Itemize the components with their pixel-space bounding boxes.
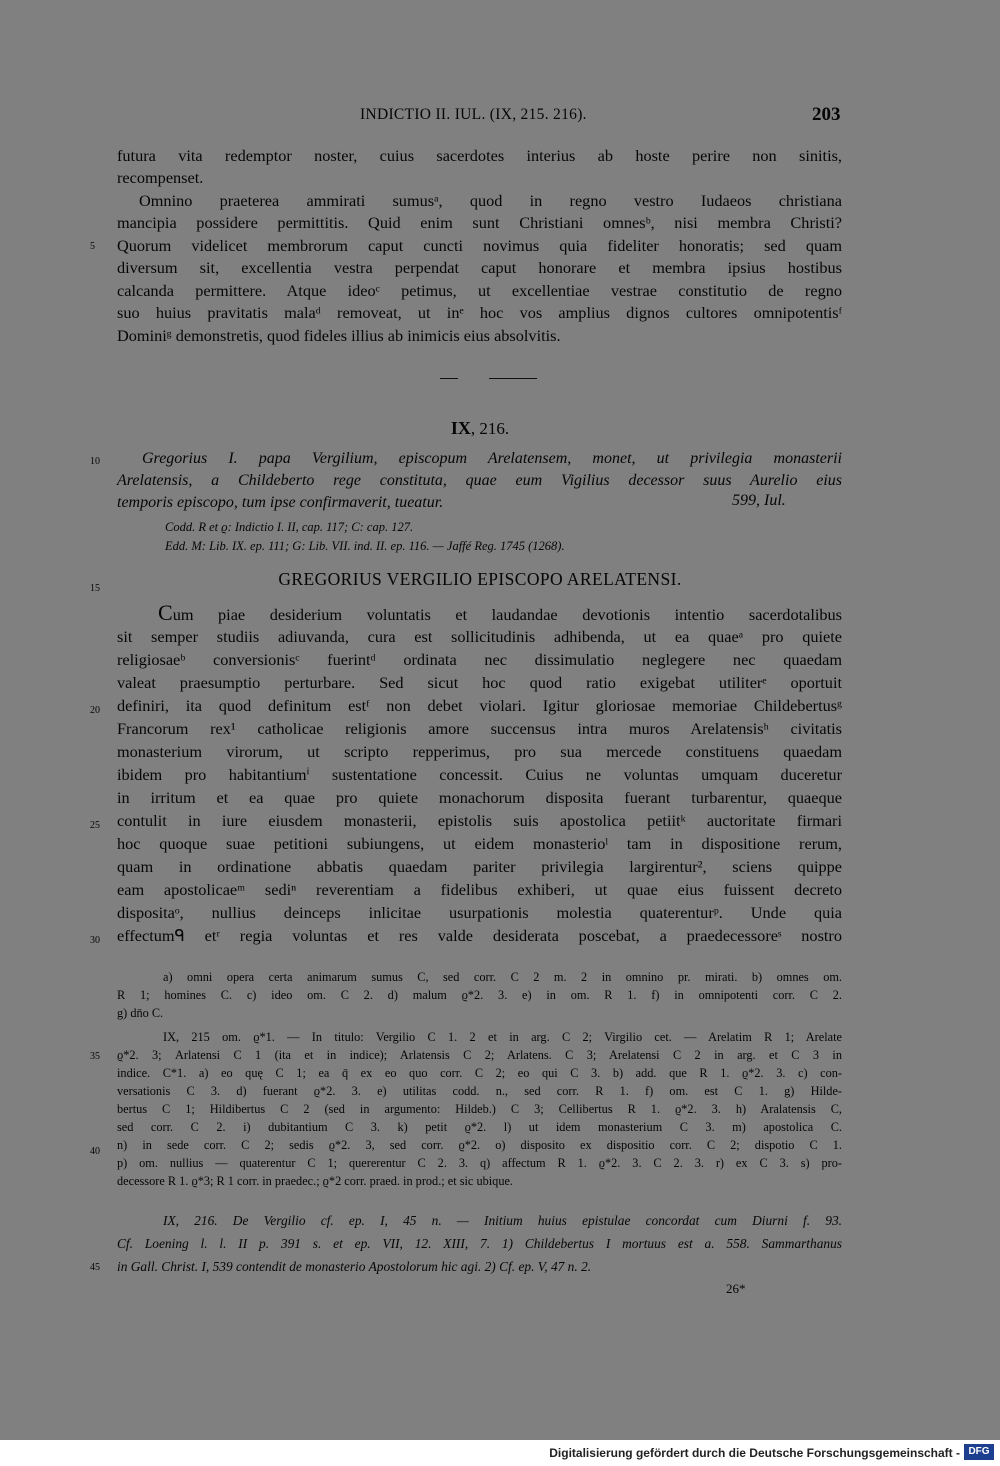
text-line: valeat praesumptio perturbare. Sed sicut hoc quod ratio exigebat utiliterᵉ oportuit bbox=[117, 673, 842, 692]
drop-cap: C bbox=[158, 600, 173, 625]
page-number: 203 bbox=[812, 104, 841, 125]
text-line: Omnino praeterea ammirati sumusᵃ, quod in regno vestro Iudaeos christiana bbox=[139, 191, 842, 210]
funding-credit: Digitalisierung gefördert durch die Deutsche Forschungsgemeinschaft - bbox=[549, 1446, 960, 1460]
separator-dash bbox=[440, 378, 458, 379]
line-number: 45 bbox=[90, 1262, 100, 1273]
line-number: 35 bbox=[90, 1051, 100, 1062]
text-line: contulit in iure eiusdem monasterii, epistolis suis apostolica petiitᵏ auctoritate firmari bbox=[117, 811, 842, 830]
footnote-line: n) in sede corr. C 2; sedis ϱ*2. 3, sed corr. ϱ*2. o) disposito ex dispositio corr. C 2; dispotio C 1. bbox=[117, 1138, 842, 1152]
footnote-line: a) omni opera certa animarum sumus C, sed corr. C 2 m. 2 in omnino pr. mirati. b) omnes om. bbox=[163, 970, 842, 984]
commentary-line: IX, 216. De Vergilio cf. ep. I, 45 n. — Initium huius epistulae concordat cum Diurni f. 93. bbox=[163, 1213, 842, 1228]
commentary-line: in Gall. Christ. I, 539 contendit de monasterio Apostolorum hic agi. 2) Cf. ep. V, 47 n. 2. bbox=[117, 1259, 592, 1274]
text-line: ibidem pro habitantiumⁱ sustentatione concessit. Cuius ne voluntas umquam duceretur bbox=[117, 765, 842, 784]
regest-line: Gregorius I. papa Vergilium, episcopum Arelatensem, monet, ut privilegia monasterii bbox=[142, 450, 842, 467]
line-number: 20 bbox=[90, 705, 100, 716]
footer-bar bbox=[0, 1440, 1000, 1466]
footnote-line: IX, 215 om. ϱ*1. — In titulo: Vergilio C 1. 2 et in arg. C 2; Virgilio cet. — Arelatim R 1; Arelate bbox=[163, 1030, 842, 1044]
text-line: sit semper studiis adiuvanda, cura est sollicitudinis adhibenda, ut ea quaeᵃ pro quiete bbox=[117, 627, 842, 646]
running-header: INDICTIO II. IUL. (IX, 215. 216). bbox=[360, 106, 587, 123]
text-line: mancipia possidere permittitis. Quid enim sunt Christiani omnesᵇ, nisi membra Christi? bbox=[117, 213, 842, 232]
line-number: 30 bbox=[90, 935, 100, 946]
text-line: recompenset. bbox=[117, 168, 204, 187]
text-line: calcanda permittere. Atque ideoᶜ petimus, ut excellentiae vestrae constitutio de regno bbox=[117, 281, 842, 300]
section-number: IX, 216. bbox=[450, 418, 510, 438]
footnote-line: R 1; homines C. c) ideo om. C 2. d) malum ϱ*2. 3. e) in om. R 1. f) in omnipotenti corr. C 2. bbox=[117, 988, 842, 1002]
regest-date: 599, Iul. bbox=[732, 492, 786, 509]
regest-line: Arelatensis, a Childeberto rege constituta, quae eum Vigilius decessor suus Aurelio eius bbox=[117, 472, 842, 489]
line-number: 15 bbox=[90, 583, 100, 594]
footnote-line: p) om. nullius — quaterentur C 1; quererentur C 2. 3. q) affectum R 1. ϱ*2. 3. C 2. 3. r) ex C 3. s) pro- bbox=[117, 1156, 842, 1170]
line-number: 10 bbox=[90, 456, 100, 467]
codices-line: Codd. R et ϱ: Indictio I. II, cap. 117; C: cap. 127. bbox=[165, 520, 414, 534]
dfg-logo: DFG bbox=[964, 1444, 994, 1460]
text-line: monasterium virorum, ut scripto repperimus, pro sua mercede constituens quaedam bbox=[117, 742, 842, 761]
regest-line: temporis episcopo, tum ipse confirmaverit, tueatur. bbox=[117, 494, 444, 511]
commentary-line: Cf. Loening l. l. II p. 391 s. et ep. VII, 12. XIII, 7. 1) Childebertus I mortuus est a. 558. Sammarthanus bbox=[117, 1236, 842, 1251]
footnote-line: ϱ*2. 3; Arlatensi C 1 (ita et in indice); Arlatensis C 2; Arlatens. C 3; Arelatensi C 2 in arg. et C 3 in bbox=[117, 1048, 842, 1062]
footnote-line: g) dn̄o C. bbox=[117, 1006, 164, 1020]
text-line: Francorum rex¹ catholicae religionis amore succensus intra muros Arelatensisʰ civitatis bbox=[117, 719, 842, 738]
text-line: effectumᑫ etʳ regia voluntas et res valde desiderata poscebat, a praedecessoreˢ nostro bbox=[117, 926, 842, 945]
footnote-line: versationis C 3. d) fuerant ϱ*2. 3. e) utilitas codd. n., sed corr. R 1. f) om. est C 1. g) Hilde- bbox=[117, 1084, 842, 1098]
footnote-line: sed corr. C 2. i) dubitantium C 3. k) petit ϱ*2. l) ut idem monasterium C 3. m) apostolica C. bbox=[117, 1120, 842, 1134]
line-number: 25 bbox=[90, 820, 100, 831]
text-line: eam apostolicaeᵐ sediⁿ reverentiam a fidelibus exhiberi, ut quae eius fuissent decreto bbox=[117, 880, 842, 899]
text-line: in irritum et ea quae pro quiete monachorum disposita fuerant turbarentur, quaeque bbox=[117, 788, 842, 807]
text-line: quam in ordinatione abbatis quaedam pariter privilegia largirentur², sciens quippe bbox=[117, 857, 842, 876]
editions-line: Edd. M: Lib. IX. ep. 111; G: Lib. VII. ind. II. ep. 116. — Jaffé Reg. 1745 (1268). bbox=[165, 539, 565, 553]
footnote-line: bertus C 1; Hildibertus C 2 (sed in argumento: Hildeb.) C 3; Cellibertus R 1. ϱ*2. 3. h) Aralatensis C, bbox=[117, 1102, 842, 1116]
text-line: futura vita redemptor noster, cuius sacerdotes interius ab hoste perire non sinitis, bbox=[117, 146, 842, 165]
line-number: 40 bbox=[90, 1146, 100, 1157]
text-line: Dominiᵍ demonstretis, quod fideles illius ab inimicis eius absolvitis. bbox=[117, 326, 561, 345]
text-line: hoc quoque suae petitioni subiungens, ut eidem monasterioˡ tam in dispositione rerum, bbox=[117, 834, 842, 853]
text-line: Quorum videlicet membrorum caput cuncti novimus quia fideliter honoratis; sed quam bbox=[117, 236, 842, 255]
text-line: definiri, ita quod definitum estᶠ non debet violari. Igitur gloriosae memoriae Childebertusᵍ bbox=[117, 696, 842, 715]
epistle-title: GREGORIUS VERGILIO EPISCOPO ARELATENSI. bbox=[278, 569, 682, 589]
text-line: diversum sit, excellentia vestra perpendat caput honorare et membra ipsius hostibus bbox=[117, 258, 842, 277]
footnote-line: indice. C*1. a) eo quę C 1; ea q̄ ex eo quo corr. C 2; eo qui C 3. b) add. que R 1. ϱ*2. 3. c) con- bbox=[117, 1066, 842, 1080]
text-line: dispositaᵒ, nullius deinceps inlicitae usurpationis molestia quaterenturᵖ. Unde quia bbox=[117, 903, 842, 922]
footnote-line: decessore R 1. ϱ*3; R 1 corr. in praedec.; ϱ*2 corr. praed. in prod.; et sic ubique. bbox=[117, 1174, 513, 1188]
separator-rule bbox=[489, 378, 537, 379]
text-line: religiosaeᵇ conversionisᶜ fuerintᵈ ordinata nec dissimulatio neglegere nec quaedam bbox=[117, 650, 842, 669]
line-number: 5 bbox=[90, 241, 95, 252]
signature-mark: 26* bbox=[726, 1281, 746, 1296]
text-line: Cum piae desiderium voluntatis et laudandae devotionis intentio sacerdotalibus bbox=[158, 600, 842, 625]
text-line: suo huius pravitatis malaᵈ removeat, ut inᵉ hoc vos amplius dignos cultores omnipotentisᶠ bbox=[117, 303, 842, 322]
